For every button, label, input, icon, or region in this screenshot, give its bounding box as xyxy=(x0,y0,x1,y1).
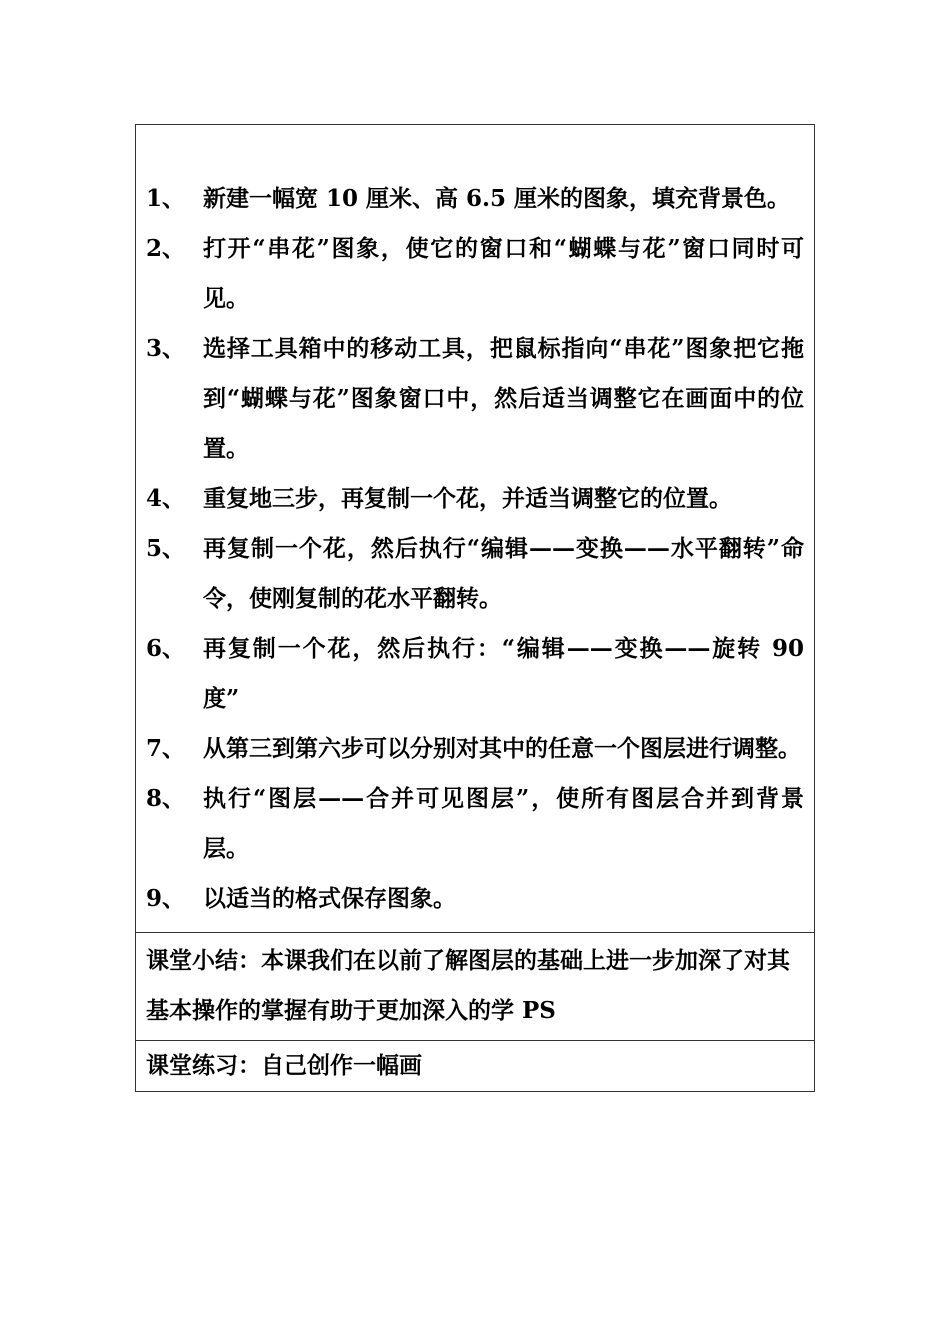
step-text: 再复制一个花，然后执行“编辑——变换——水平翻转”命令，使刚复制的花水平翻转。 xyxy=(203,535,804,612)
step-number: 2、 xyxy=(146,235,186,262)
step-text: 新建一幅宽 10 厘米、高 6.5 厘米的图象，填充背景色。 xyxy=(203,185,791,212)
step-number: 4、 xyxy=(146,485,186,512)
step-number: 9、 xyxy=(146,885,186,912)
step-text: 执行“图层——合并可见图层”，使所有图层合并到背景层。 xyxy=(203,785,804,862)
steps-cell xyxy=(136,125,814,932)
exercise-cell: 课堂练习：自己创作一幅画 xyxy=(136,1040,814,1091)
step-text: 打开“串花”图象，使它的窗口和“蝴蝶与花”窗口同时可见。 xyxy=(203,235,804,312)
step-number: 8、 xyxy=(146,785,186,812)
step-item xyxy=(146,174,804,224)
summary-cell: 课堂小结：本课我们在以前了解图层的基础上进一步加深了对其基本操作的掌握有助于更加深入的学 PS xyxy=(136,932,814,1040)
step-item xyxy=(146,624,804,724)
step-item xyxy=(146,774,804,874)
step-item xyxy=(146,724,804,774)
step-item xyxy=(146,474,804,524)
step-number: 5、 xyxy=(146,535,186,562)
step-number: 1、 xyxy=(146,185,186,212)
step-number: 3、 xyxy=(146,335,186,362)
step-item xyxy=(146,874,804,924)
step-text: 以适当的格式保存图象。 xyxy=(203,885,456,912)
lesson-table xyxy=(135,124,815,1092)
step-item xyxy=(146,324,804,474)
step-item xyxy=(146,524,804,624)
step-text: 重复地三步，再复制一个花，并适当调整它的位置。 xyxy=(203,485,732,512)
step-item xyxy=(146,224,804,324)
step-text: 从第三到第六步可以分别对其中的任意一个图层进行调整。 xyxy=(203,735,801,762)
step-number: 6、 xyxy=(146,635,186,662)
step-text: 再复制一个花，然后执行：“编辑——变换——旋转 90 度” xyxy=(203,635,804,712)
step-number: 7、 xyxy=(146,735,186,762)
step-text: 选择工具箱中的移动工具，把鼠标指向“串花”图象把它拖到“蝴蝶与花”图象窗口中，然后适当调整它在画面中的位置。 xyxy=(203,335,804,462)
